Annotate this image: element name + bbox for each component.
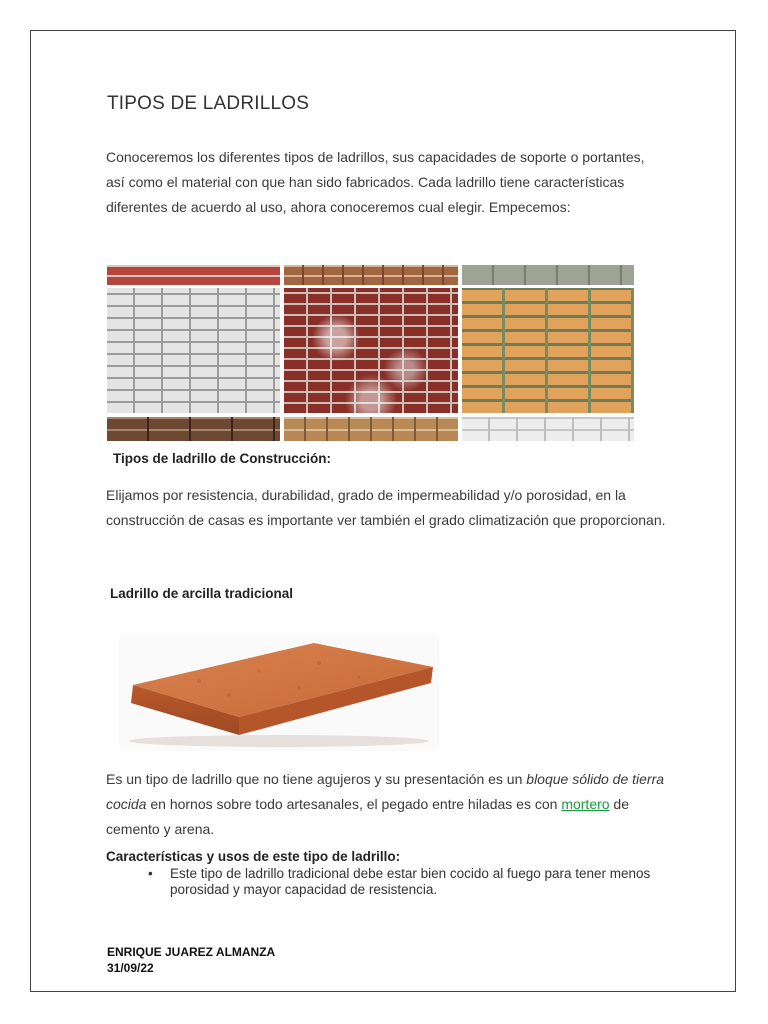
features-list	[146, 866, 676, 898]
red-brick-strip	[107, 265, 280, 285]
orange-brick-wall	[462, 288, 634, 413]
intro-paragraph: Conoceremos los diferentes tipos de ladrillos, sus capacidades de soporte o portantes, así como el material con que han sido fabricados. Cada ladrillo tiene características diferentes de acuerdo al uso, ahora conoceremos cual elegir. Empecemos:	[106, 149, 645, 215]
mortero-link[interactable]: mortero	[561, 796, 610, 812]
gray-brick-wall	[107, 288, 280, 413]
section-construction-text: Elijamos por resistencia, durabilidad, grado de impermeabilidad y/o porosidad, en la construcción de casas es importante ver también el grado climatización que proporcionan.	[106, 487, 666, 528]
white-brick-strip	[462, 417, 634, 441]
brick-collage-image	[107, 265, 634, 441]
clay-brick-image	[119, 633, 439, 751]
clay-brick-illustration	[119, 633, 439, 751]
list-item-text: Este tipo de ladrillo tradicional debe estar bien cocido al fuego para tener menos porosidad y mayor capacidad de resistencia.	[170, 866, 651, 897]
description-text-2: en hornos sobre todo artesanales, el pegado entre hiladas es con	[146, 796, 562, 812]
description-italic: bloque sólido de tierra cocida	[106, 771, 665, 812]
description-text-1: Es un tipo de ladrillo que no tiene agujeros y su presentación es un	[106, 771, 527, 787]
tan-brick-strip	[284, 417, 458, 441]
author-name: ENRIQUE JUAREZ ALMANZA	[107, 945, 276, 959]
document-title: TIPOS DE LADRILLOS	[107, 93, 310, 114]
section-heading-clay-brick: Ladrillo de arcilla tradicional	[110, 586, 294, 601]
list-item	[146, 866, 676, 898]
description-text-3: de cemento y arena.	[106, 796, 630, 837]
features-heading: Características y usos de este tipo de ladrillo:	[106, 849, 401, 864]
clay-brick-description	[106, 767, 666, 842]
section-heading-construction: Tipos de ladrillo de Construcción:	[113, 451, 332, 466]
bullet-icon: •	[148, 866, 153, 881]
brown-brick-strip	[284, 265, 458, 285]
dark-brick-strip	[107, 417, 280, 441]
author-block	[107, 944, 275, 976]
weathered-red-brick-wall	[284, 288, 458, 413]
author-date: 31/09/22	[107, 961, 154, 975]
gray-stone-strip	[462, 265, 634, 285]
